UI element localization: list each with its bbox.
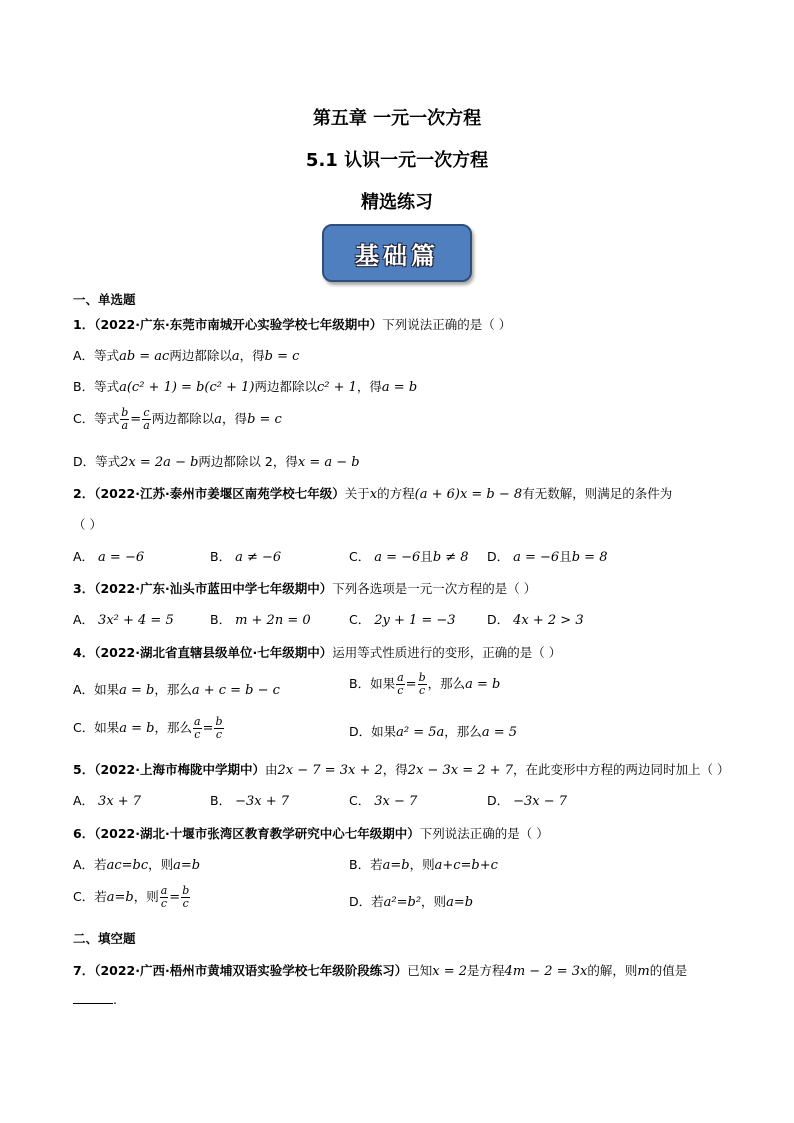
- option-text: 等式: [94, 348, 120, 363]
- option-label: C．: [73, 720, 95, 735]
- numerator: a: [160, 884, 168, 897]
- math: m + 2n = 0: [235, 613, 311, 628]
- option-label: B．: [73, 379, 95, 394]
- option-label: A．: [73, 793, 95, 808]
- option-text: ，则: [133, 889, 159, 904]
- q4-stem: [73, 643, 561, 661]
- math: x = a − b: [297, 455, 360, 470]
- q3-option-d: [487, 610, 584, 628]
- q2-number: 2．: [73, 486, 95, 501]
- q4-option-b: [349, 672, 500, 697]
- fraction: [214, 716, 223, 741]
- math: 2x = 2a − b: [120, 455, 199, 470]
- section-title: 5.1 认识一元一次方程: [305, 150, 489, 171]
- option-text: ，那么: [427, 676, 466, 691]
- q5-option-d: [487, 791, 567, 809]
- math: m: [637, 964, 650, 979]
- option-label: B．: [210, 549, 232, 564]
- q2-option-a: [73, 547, 144, 565]
- math: a: [231, 349, 240, 364]
- q2-option-b: [210, 547, 281, 565]
- q6-option-b: [349, 855, 498, 873]
- math: ac=bc: [106, 858, 149, 873]
- q4-option-a: [73, 680, 280, 698]
- option-text: 若: [370, 857, 383, 872]
- option-label: C．: [349, 793, 371, 808]
- q6-stem: [73, 824, 549, 842]
- math: x: [369, 487, 378, 502]
- q7-number: 7．: [73, 963, 95, 978]
- q5-source: （2022·上海市梅陇中学期中）: [94, 762, 265, 777]
- fraction: [181, 885, 190, 910]
- fraction: [396, 672, 405, 697]
- option-text: ，得: [239, 348, 265, 363]
- math: c² + 1: [316, 380, 357, 395]
- q1-text: 下列说法正确的是（ ）: [382, 317, 512, 332]
- math: 3x + 7: [98, 794, 142, 809]
- math: a = b: [465, 677, 501, 692]
- option-text: ，得: [356, 379, 382, 394]
- option-text: 等式: [94, 379, 120, 394]
- q6-option-a: [73, 855, 200, 873]
- q7-text: 是方程: [467, 963, 505, 978]
- option-label: C．: [349, 549, 371, 564]
- chapter-title: 第五章 一元一次方程: [312, 108, 482, 129]
- option-text: ，则: [409, 857, 435, 872]
- q1-option-c: [73, 407, 282, 432]
- q2-text: 有无数解，则满足的条件为: [522, 486, 673, 501]
- math: −3x + 7: [235, 794, 289, 809]
- denominator: c: [194, 728, 201, 741]
- q4-source: （2022·湖北省直辖县级单位·七年级期中）: [94, 645, 333, 660]
- math: =: [202, 721, 214, 736]
- q5-option-a: [73, 791, 141, 809]
- numerator: b: [418, 671, 426, 684]
- numerator: a: [397, 671, 404, 684]
- math: a = b: [119, 721, 155, 736]
- option-label: D．: [73, 454, 96, 469]
- q7-text: 的值是: [649, 963, 688, 978]
- option-text: 如果: [94, 682, 120, 697]
- math: b = c: [264, 349, 300, 364]
- q3-text: 下列各选项是一元一次方程的是（ ）: [332, 581, 537, 596]
- badge-label: 基础篇: [355, 240, 439, 270]
- q5-text: 由: [265, 762, 278, 777]
- q6-option-d: [349, 892, 473, 910]
- q3-option-a: [73, 610, 174, 628]
- option-label: A．: [73, 549, 95, 564]
- q2-answer-paren: （ ）: [73, 517, 102, 532]
- math: a = 5: [481, 725, 517, 740]
- q7-stem: [73, 961, 687, 979]
- denominator: c: [182, 897, 189, 910]
- option-text: 两边都除以 2，得: [198, 454, 298, 469]
- math: b = c: [247, 412, 282, 427]
- math: a=b: [382, 858, 410, 873]
- option-label: A．: [73, 348, 95, 363]
- denominator: c: [419, 684, 426, 697]
- option-text: 且: [559, 549, 572, 564]
- option-label: B．: [210, 612, 232, 627]
- math: 2x − 7 = 3x + 2: [277, 763, 383, 778]
- numerator: b: [121, 406, 129, 419]
- fraction: [160, 885, 169, 910]
- option-text: 若: [94, 857, 107, 872]
- q5-option-c: [349, 791, 417, 809]
- option-label: B．: [349, 857, 371, 872]
- fraction: [418, 672, 427, 697]
- q3-stem: [73, 579, 536, 597]
- option-label: D．: [349, 894, 372, 909]
- numerator: a: [194, 715, 201, 728]
- q5-stem: [73, 760, 729, 778]
- numerator: c: [143, 406, 150, 419]
- math: a = −6: [98, 550, 145, 565]
- math: 2y + 1 = −3: [374, 613, 456, 628]
- section-single-choice: 一、单选题: [73, 292, 136, 307]
- option-text: ，那么: [154, 720, 192, 735]
- q1-option-a: [73, 346, 299, 364]
- option-label: D．: [349, 724, 372, 739]
- option-text: 若: [94, 889, 107, 904]
- q2-option-d: [487, 547, 607, 565]
- option-text: ，得: [222, 411, 248, 426]
- q6-text: 下列说法正确的是（ ）: [419, 826, 549, 841]
- math: 2x − 3x = 2 + 7: [407, 763, 513, 778]
- denominator: c: [160, 897, 168, 910]
- q2-text: 关于: [344, 486, 370, 501]
- q3-option-b: [210, 610, 311, 628]
- q7-text: 的解，则: [587, 963, 638, 978]
- math: a ≠ −6: [235, 550, 282, 565]
- q5-text: ，在此变形中方程的两边同时加上（ ）: [512, 762, 730, 777]
- math: a = −6: [374, 550, 421, 565]
- q6-number: 6．: [73, 826, 95, 841]
- option-label: A．: [73, 682, 95, 697]
- option-label: B．: [349, 676, 371, 691]
- option-text: 两边都除以: [169, 348, 232, 363]
- math: a = b: [119, 683, 155, 698]
- option-text: ，那么: [154, 682, 192, 697]
- option-text: ，则: [421, 894, 447, 909]
- fraction: [142, 407, 151, 432]
- q4-option-c: [73, 716, 225, 741]
- option-label: C．: [73, 411, 95, 426]
- q6-source: （2022·湖北·十堰市张湾区教育教学研究中心七年级期中）: [94, 826, 420, 841]
- q1-number: 1．: [73, 317, 95, 332]
- option-label: D．: [487, 793, 510, 808]
- math: a+c=b+c: [434, 858, 498, 873]
- math: ab = ac: [119, 349, 170, 364]
- option-text: 两边都除以: [151, 411, 215, 426]
- math: −3x − 7: [513, 794, 568, 809]
- math: =: [169, 890, 181, 905]
- option-text: 两边都除以: [254, 379, 317, 394]
- q1-source: （2022·广东·东莞市南城开心实验学校七年级期中）: [94, 317, 383, 332]
- level-badge: [322, 224, 472, 282]
- q3-source: （2022·广东·汕头市蓝田中学七年级期中）: [94, 581, 333, 596]
- math: a + c = b − c: [191, 683, 280, 698]
- numerator: b: [215, 715, 223, 728]
- option-label: B．: [210, 793, 232, 808]
- math: 4m − 2 = 3x: [504, 964, 588, 979]
- math: a² = 5a: [396, 725, 445, 740]
- option-label: D．: [487, 549, 510, 564]
- option-label: D．: [487, 612, 510, 627]
- math: b ≠ 8: [432, 550, 469, 565]
- option-text: 如果: [371, 724, 397, 739]
- q2-stem: [73, 484, 672, 502]
- q3-number: 3．: [73, 581, 95, 596]
- math: a=b: [173, 858, 201, 873]
- math: a(c² + 1) = b(c² + 1): [119, 380, 255, 395]
- math: a: [214, 412, 223, 427]
- denominator: a: [121, 419, 129, 432]
- period: .: [113, 992, 117, 1007]
- q7-answer-line: [73, 992, 117, 1007]
- option-text: 等式: [94, 411, 120, 426]
- math: 4x + 2 > 3: [513, 613, 584, 628]
- q4-number: 4．: [73, 645, 95, 660]
- option-label: C．: [349, 612, 371, 627]
- math: 3x − 7: [374, 794, 418, 809]
- answer-blank[interactable]: [73, 1003, 113, 1004]
- q2-option-c: [349, 547, 469, 565]
- option-label: A．: [73, 857, 95, 872]
- option-text: 如果: [94, 720, 120, 735]
- q1-stem: [73, 315, 511, 333]
- option-text: 且: [420, 549, 433, 564]
- math: =: [405, 677, 417, 692]
- subtitle: 精选练习: [361, 192, 433, 213]
- option-text: 若: [371, 894, 384, 909]
- option-text: 等式: [95, 454, 121, 469]
- q2-text: 的方程: [377, 486, 415, 501]
- q6-option-c: [73, 885, 191, 910]
- q1-option-b: [73, 377, 417, 395]
- math: a = b: [381, 380, 418, 395]
- math: a = −6: [513, 550, 560, 565]
- option-text: 如果: [370, 676, 396, 691]
- option-text: ，则: [148, 857, 174, 872]
- fraction: [193, 716, 202, 741]
- math: b = 8: [571, 550, 608, 565]
- q7-source: （2022·广西·梧州市黄埔双语实验学校七年级阶段练习）: [94, 963, 408, 978]
- option-label: A．: [73, 612, 95, 627]
- denominator: c: [397, 684, 404, 697]
- math: 3x² + 4 = 5: [98, 613, 174, 628]
- option-label: C．: [73, 889, 95, 904]
- q5-number: 5．: [73, 762, 95, 777]
- q5-text: ，得: [382, 762, 408, 777]
- fraction: [120, 407, 129, 432]
- math: a²=b²: [383, 895, 422, 910]
- math: x = 2: [432, 964, 468, 979]
- q7-text: 已知: [407, 963, 433, 978]
- math: a=b: [446, 895, 474, 910]
- math: =: [130, 412, 142, 427]
- q3-option-c: [349, 610, 456, 628]
- option-text: ，那么: [444, 724, 482, 739]
- q1-option-d: [73, 452, 360, 470]
- q4-text: 运用等式性质进行的变形，正确的是（ ）: [332, 645, 562, 660]
- q5-option-b: [210, 791, 289, 809]
- q2-source: （2022·江苏·泰州市姜堰区南苑学校七年级）: [94, 486, 345, 501]
- math: (a + 6)x = b − 8: [414, 487, 523, 502]
- denominator: a: [143, 419, 150, 432]
- math: a=b: [106, 890, 134, 905]
- denominator: c: [215, 728, 223, 741]
- section-fill-blank: 二、填空题: [73, 931, 136, 946]
- numerator: b: [182, 884, 190, 897]
- q4-option-d: [349, 722, 517, 740]
